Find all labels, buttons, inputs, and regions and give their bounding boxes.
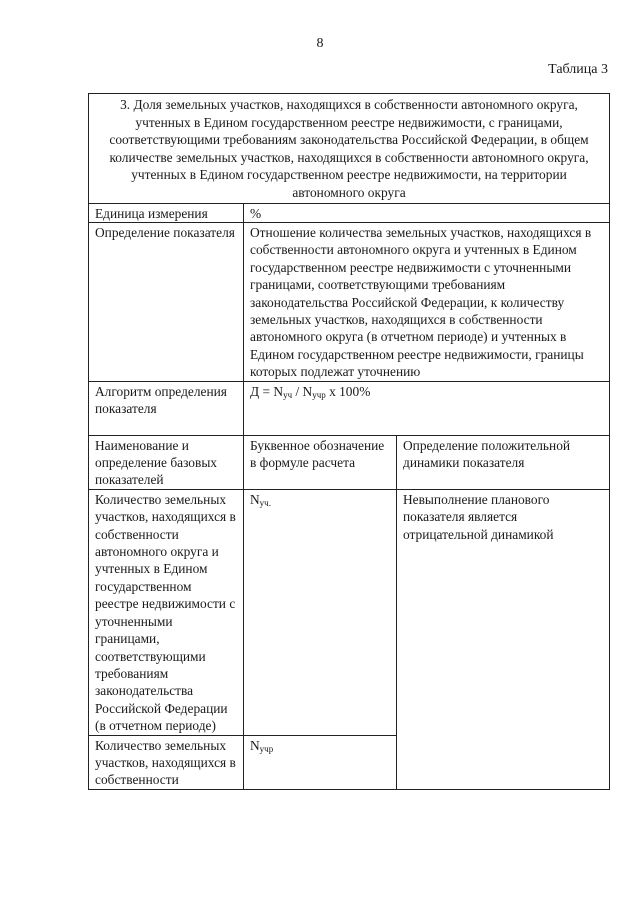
positive-dynamics-text: Невыполнение планового показателя является отрицательной динамикой — [397, 489, 610, 789]
definition-value: Отношение количества земельных участков, находящихся в собственности автономного округа и учтенных в Едином государственном реестре недвижимости с уточненными границами, соответствующими требованиям законодательства Российской Федерации, к количеству земельных участков, находящихся в собственности автономного округа (в отчетном периоде) и учтенных в Едином государственном реестре недвижимости, границы которых подлежат уточнению — [244, 222, 610, 381]
algorithm-row — [89, 381, 610, 435]
unit-value: % — [244, 203, 610, 222]
table-caption: Таблица 3 — [548, 62, 608, 77]
symbol-base: N — [250, 737, 260, 753]
base-indicator-name: Количество земельных участков, находящихся в собственности — [89, 735, 244, 789]
formula-mid: / N — [292, 383, 313, 399]
formula-rhs: x 100% — [325, 383, 371, 399]
formula-sub-uch: уч — [283, 389, 293, 400]
table-title-row — [89, 94, 610, 204]
indicator-title: 3. Доля земельных участков, находящихся в собственности автономного округа, учтенных в Едином государственном реестре недвижимости, с границами, соответствующими требованиям законодательства Российской Федерации, в общем количестве земельных участков, находящихся в собственности автономного округа, учтенных в Едином государственном реестре недвижимости, на территории автономного округа — [89, 94, 610, 204]
base-indicator-name: Количество земельных участков, находящихся в собственности автономного округа и учтенных в Едином государственном реестре недвижимости с уточненными границами, соответствующими требованиям законодательства Российской Федерации (в отчетном периоде) — [89, 489, 244, 735]
table-row — [89, 489, 610, 735]
definition-row — [89, 222, 610, 381]
header-positive-dynamics: Определение положительной динамики показателя — [397, 435, 610, 489]
unit-row — [89, 203, 610, 222]
page-number: 8 — [316, 36, 324, 51]
indicator-table — [88, 93, 610, 790]
base-indicator-symbol — [244, 489, 397, 735]
header-base-indicators: Наименование и определение базовых показателей — [89, 435, 244, 489]
definition-label: Определение показателя — [89, 222, 244, 381]
formula-lhs: Д = N — [250, 383, 284, 399]
algorithm-label: Алгоритм определения показателя — [89, 381, 244, 435]
unit-label: Единица измерения — [89, 203, 244, 222]
base-indicator-symbol — [244, 735, 397, 789]
header-row — [89, 435, 610, 489]
header-letter-symbol: Буквенное обозначение в формуле расчета — [244, 435, 397, 489]
symbol-sub: учр — [259, 743, 274, 754]
algorithm-formula — [244, 381, 610, 435]
symbol-base: N — [250, 491, 260, 507]
symbol-sub: уч. — [259, 497, 271, 508]
formula-sub-uchr: учр — [312, 389, 326, 400]
